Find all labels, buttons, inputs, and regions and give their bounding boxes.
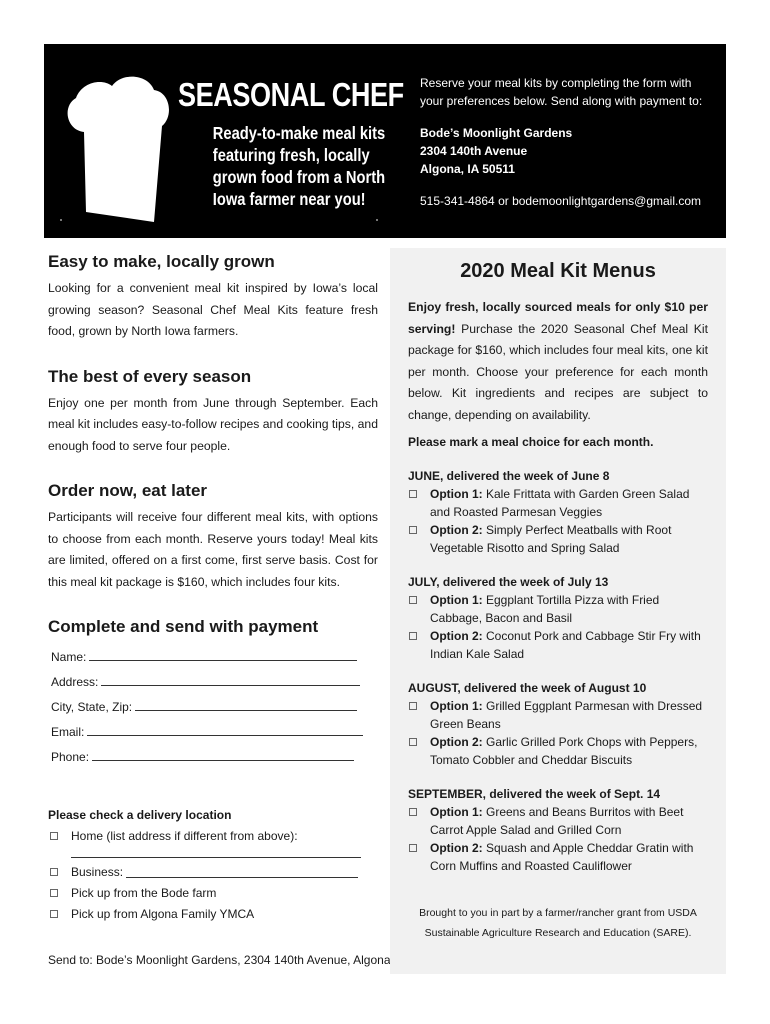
section-heading: The best of every season bbox=[48, 366, 252, 386]
menu-option[interactable]: Option 2: Squash and Apple Cheddar Gratin with Corn Muffins and Roasted Cauliflower bbox=[408, 839, 708, 875]
menu-panel bbox=[390, 248, 726, 974]
field-line[interactable] bbox=[89, 660, 357, 661]
name-field[interactable] bbox=[51, 645, 378, 670]
order-form bbox=[48, 645, 378, 770]
menu-option[interactable]: Option 1: Grilled Eggplant Parmesan with Dressed Green Beans bbox=[408, 697, 708, 733]
month-heading: SEPTEMBER, delivered the week of Sept. 14 bbox=[408, 786, 661, 801]
grant-credit: Brought to you in part by a farmer/rancher grant from USDA Sustainable Agriculture Research and Education (SARE). bbox=[419, 906, 697, 939]
month-heading: JULY, delivered the week of July 13 bbox=[408, 574, 609, 589]
checkbox[interactable] bbox=[409, 596, 417, 604]
banner-tagline: Ready-to-make meal kits featuring fresh, locally grown food from a North Iowa farmer near you! bbox=[212, 123, 386, 209]
reservation-info bbox=[420, 74, 720, 210]
checkbox[interactable] bbox=[409, 632, 417, 640]
delivery-heading: Please check a delivery location bbox=[48, 808, 232, 822]
section-heading: Easy to make, locally grown bbox=[48, 252, 275, 271]
menu-option[interactable]: Option 2: Simply Perfect Meatballs with Root Vegetable Risotto and Spring Salad bbox=[408, 521, 708, 557]
field-label: Address: bbox=[51, 675, 99, 689]
delivery-option-ymca[interactable]: Pick up from Algona Family YMCA bbox=[48, 904, 378, 925]
month-heading: AUGUST, delivered the week of August 10 bbox=[408, 680, 647, 695]
intro-highlight: Enjoy fresh, locally sourced meals for only $10 per serving! bbox=[408, 300, 708, 336]
header-banner bbox=[44, 44, 726, 238]
contact-line: 515-341-4864 or bodemoonlightgardens@gmail.com bbox=[420, 194, 702, 208]
chef-hat-icon bbox=[62, 72, 172, 222]
menu-title: 2020 Meal Kit Menus bbox=[460, 260, 656, 282]
decor-dot bbox=[376, 219, 378, 221]
field-line[interactable] bbox=[87, 735, 363, 736]
address-field[interactable] bbox=[51, 670, 378, 695]
checkbox[interactable] bbox=[50, 832, 58, 840]
field-label: Email: bbox=[51, 725, 85, 739]
send-to-line: Send to: Bode’s Moonlight Gardens, 2304 140th Avenue, Algona bbox=[48, 953, 391, 967]
checkbox[interactable] bbox=[409, 844, 417, 852]
city-state-zip-field[interactable] bbox=[51, 695, 378, 720]
delivery-option-home[interactable]: Home (list address if different from above): bbox=[48, 826, 378, 847]
form-heading: Complete and send with payment bbox=[48, 617, 319, 636]
decor-dot bbox=[60, 219, 62, 221]
delivery-option-business[interactable]: Business: bbox=[48, 862, 378, 883]
phone-field[interactable] bbox=[51, 745, 378, 770]
delivery-option-bode-farm[interactable]: Pick up from the Bode farm bbox=[48, 883, 378, 904]
email-field[interactable] bbox=[51, 720, 378, 745]
banner-title: SEASONAL CHEF bbox=[178, 76, 404, 113]
month-heading: JUNE, delivered the week of June 8 bbox=[408, 468, 610, 483]
checkbox[interactable] bbox=[409, 808, 417, 816]
menu-option[interactable]: Option 2: Garlic Grilled Pork Chops with Peppers, Tomato Cobbler and Cheddar Biscuits bbox=[408, 733, 708, 769]
field-line[interactable] bbox=[101, 685, 360, 686]
checkbox[interactable] bbox=[409, 738, 417, 746]
field-label: Name: bbox=[51, 650, 87, 664]
menu-option[interactable]: Option 2: Coconut Pork and Cabbage Stir Fry with Indian Kale Salad bbox=[408, 627, 708, 663]
section-best bbox=[48, 367, 378, 458]
section-body: Enjoy one per month from June through September. Each meal kit includes easy-to-follow recipes and cooking tips, and enough food to serve four people. bbox=[48, 395, 378, 453]
mark-note: Please mark a meal choice for each month. bbox=[408, 434, 654, 449]
checkbox[interactable] bbox=[409, 702, 417, 710]
mailing-address: Bode’s Moonlight Gardens 2304 140th Avenue Algona, IA 50511 bbox=[420, 126, 573, 176]
menu-option[interactable]: Option 1: Eggplant Tortilla Pizza with Fried Cabbage, Bacon and Basil bbox=[408, 591, 708, 627]
field-label: Phone: bbox=[51, 750, 90, 764]
reserve-text: Reserve your meal kits by completing the form with your preferences below. Send along with payment to: bbox=[420, 76, 703, 108]
month-july bbox=[408, 573, 708, 663]
home-address-line[interactable] bbox=[71, 857, 361, 858]
checkbox[interactable] bbox=[50, 910, 58, 918]
field-line[interactable] bbox=[92, 760, 354, 761]
section-body: Looking for a convenient meal kit inspired by Iowa’s local growing season? Seasonal Chef Meal Kits feature fresh food, grown by North Iowa farmers. bbox=[48, 281, 378, 338]
checkbox[interactable] bbox=[50, 889, 58, 897]
section-order bbox=[48, 481, 378, 593]
menu-intro: Enjoy fresh, locally sourced meals for only $10 per serving! Purchase the 2020 Seasonal Chef Meal Kit package for $160, which includes four meal kits, one kit per month. Choose your preference for each month below. Kit ingredients and recipes are subject to change, depending on availability. bbox=[408, 300, 708, 422]
checkbox[interactable] bbox=[409, 490, 417, 498]
month-june bbox=[408, 467, 708, 557]
field-line[interactable] bbox=[135, 710, 357, 711]
field-label: City, State, Zip: bbox=[51, 700, 133, 714]
business-line[interactable] bbox=[126, 877, 358, 878]
section-easy bbox=[48, 252, 378, 343]
section-body: Participants will receive four different meal kits, with options to choose from each month. Reserve yours today! Meal kits are limited, offered on a first come, first serve basis. Cost for this meal kit package is $160, which includes four kits. bbox=[48, 510, 378, 589]
left-column bbox=[48, 252, 391, 967]
checkbox[interactable] bbox=[409, 526, 417, 534]
section-heading: Order now, eat later bbox=[48, 481, 208, 500]
month-august bbox=[408, 679, 708, 769]
month-september bbox=[408, 785, 708, 875]
delivery-options bbox=[48, 826, 378, 925]
menu-option[interactable]: Option 1: Kale Frittata with Garden Green Salad and Roasted Parmesan Veggies bbox=[408, 485, 708, 521]
menu-option[interactable]: Option 1: Greens and Beans Burritos with Beet Carrot Apple Salad and Grilled Corn bbox=[408, 803, 708, 839]
checkbox[interactable] bbox=[50, 868, 58, 876]
